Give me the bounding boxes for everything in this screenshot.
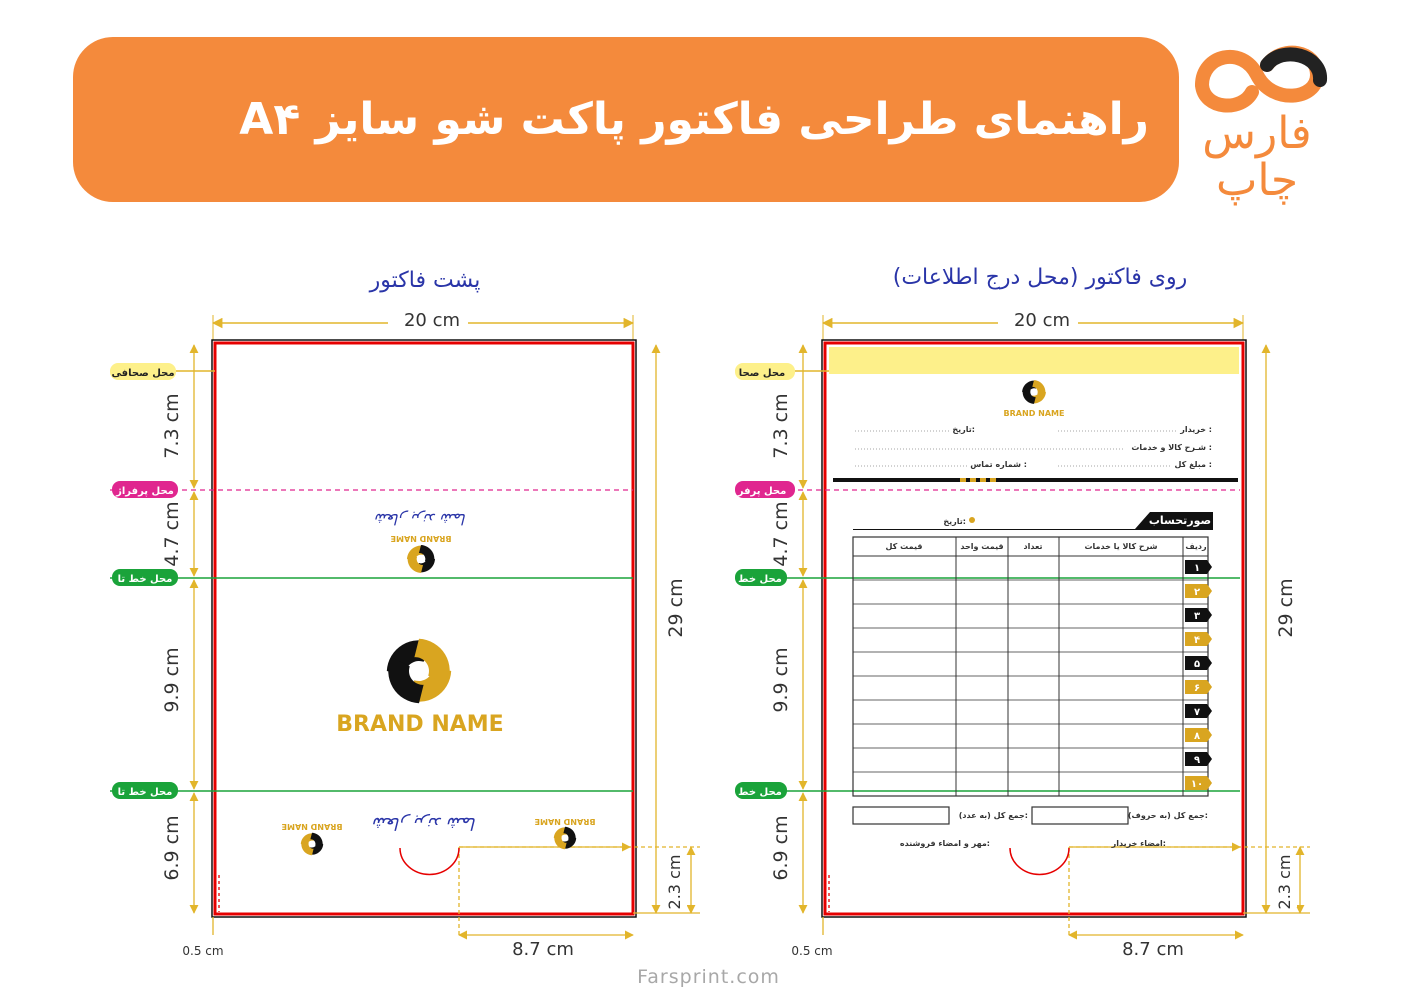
brand-name-small-upside: BRAND NAME (390, 534, 452, 543)
bottom-w-label: 8.7 cm (512, 939, 574, 960)
front-panel (735, 308, 1310, 960)
col-row: ردیف (1185, 542, 1207, 551)
front-fold-marker-2: محل خط (738, 787, 782, 798)
binding-marker: محل صحافی (111, 368, 175, 379)
stub-desc: شـرح کالا و خدمات : (1131, 443, 1212, 452)
back-panel-title: پشت فاکتور (369, 268, 481, 293)
width-label: 20 cm (403, 310, 461, 331)
brand-name-bottom-left: BRAND NAME (281, 822, 343, 831)
row-number: ۱۰ (1190, 779, 1204, 790)
col-qty: تعداد (1023, 542, 1043, 551)
page-title: راهنمای طراحی فاکتور پاکت شو سایز A۴ (239, 94, 1149, 145)
bottom-h-label: 2.3 cm (665, 854, 684, 910)
row-number: ۲ (1193, 587, 1201, 598)
front-seg4-label: 6.9 cm (770, 815, 792, 881)
row-number: ۹ (1193, 755, 1201, 766)
col-desc: شرح کالا یا خدمات (1084, 542, 1158, 551)
stub-amount: مبلغ کل : (1174, 460, 1212, 469)
front-perforation-marker: محل پرفر (737, 486, 787, 497)
invoice-title: صورتحساب (1148, 514, 1212, 527)
margin-label: 0.5 cm (182, 944, 224, 958)
seg3-label: 9.9 cm (161, 647, 183, 713)
front-seg3-label: 9.9 cm (770, 647, 792, 713)
perforation-marker: محل پرفراژ (116, 486, 174, 497)
front-bottom-w-label: 8.7 cm (1122, 939, 1184, 960)
front-panel-title: روی فاکتور (محل درج اطلاعات) (892, 265, 1188, 290)
seg4-label: 6.9 cm (161, 815, 183, 881)
binding-strip (829, 347, 1239, 374)
seg1-label: 7.3 cm (161, 393, 183, 459)
front-bottom-h-label: 2.3 cm (1275, 854, 1294, 910)
front-margin-label: 0.5 cm (791, 944, 833, 958)
total-digits: جمع کل (به عدد): (958, 811, 1028, 820)
row-number: ۱ (1193, 563, 1201, 574)
row-number: ۴ (1193, 635, 1201, 646)
row-number: ۳ (1193, 611, 1201, 622)
col-total: قیمت کل (885, 542, 923, 551)
front-height-label: 29 cm (1275, 578, 1297, 638)
stub-phone: شماره تماس : (970, 460, 1027, 469)
back-panel (110, 308, 700, 960)
seller-sign: مهر و امضاء فروشنده: (899, 839, 990, 848)
slogan-upside-down: شعار برند شما (375, 510, 467, 528)
front-seg1-label: 7.3 cm (770, 393, 792, 459)
row-number: ۸ (1193, 731, 1201, 742)
stub-buyer: خریدار : (1180, 425, 1212, 434)
height-label: 29 cm (665, 578, 687, 638)
col-unit: قیمت واحد (960, 542, 1004, 551)
stub-date: تاریخ: (952, 425, 975, 434)
footer-site: Farsprint.com (637, 966, 780, 988)
front-brand-name: BRAND NAME (1003, 409, 1065, 418)
invoice-date: تاریخ: (943, 517, 966, 526)
buyer-sign: امضاء خریدار: (1111, 839, 1166, 848)
fold-marker-1: محل خط تا (117, 574, 173, 585)
row-number: ۷ (1193, 707, 1201, 718)
row-number: ۵ (1193, 659, 1201, 670)
total-words: جمع کل (به حروف): (1127, 811, 1208, 820)
seg2-label: 4.7 cm (161, 501, 183, 567)
brand-name-large: BRAND NAME (336, 712, 504, 737)
fold-marker-2: محل خط تا (117, 787, 173, 798)
brand-name-bottom-right: BRAND NAME (534, 817, 596, 826)
front-fold-marker-1: محل خط (738, 574, 782, 585)
slogan-bottom-upside: شعار برند شما (373, 813, 477, 833)
logo-text-top: فارس (1202, 108, 1312, 159)
front-binding-marker: محل صحا (738, 368, 786, 379)
logo-text-bottom: چاپ (1215, 155, 1299, 206)
front-width-label: 20 cm (1013, 310, 1071, 331)
row-number: ۶ (1193, 683, 1201, 694)
front-seg2-label: 4.7 cm (770, 501, 792, 567)
